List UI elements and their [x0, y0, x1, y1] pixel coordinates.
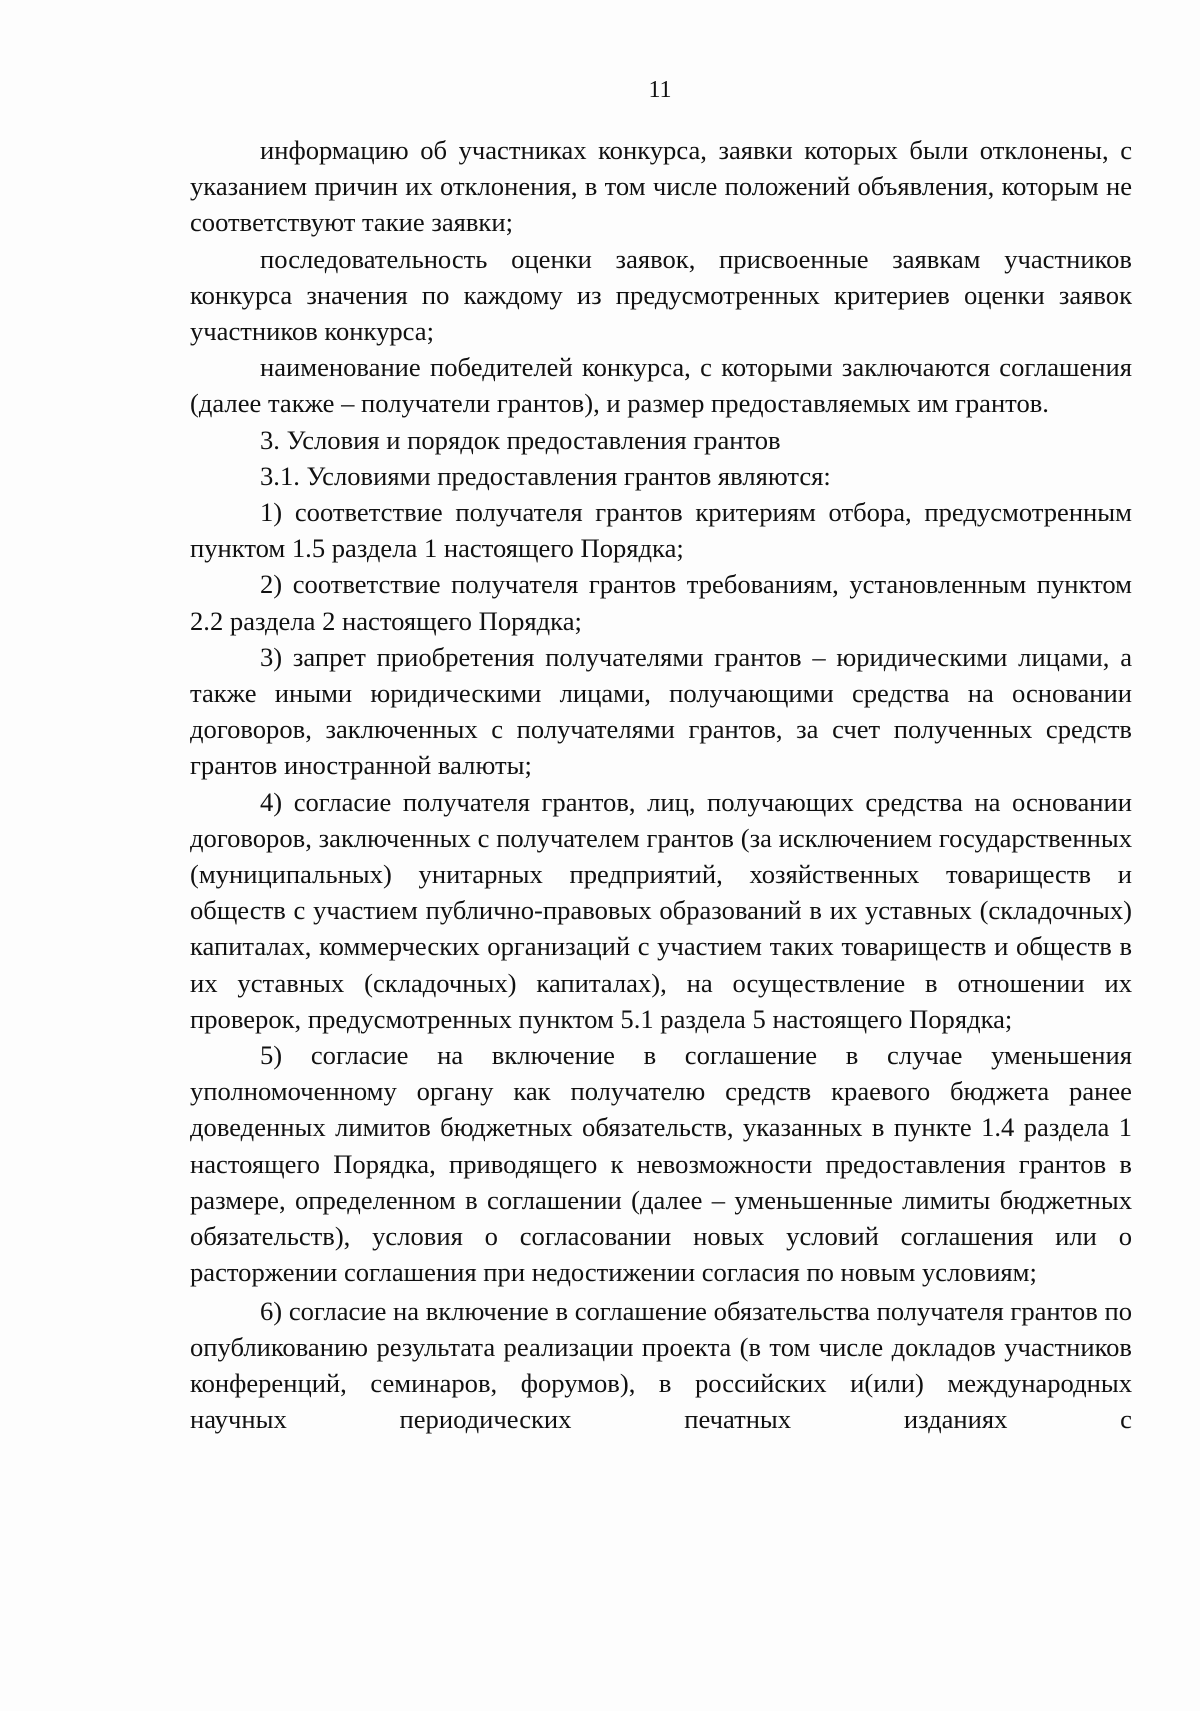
document-body [190, 132, 1132, 1437]
list-item-3: 3) запрет приобретения получателями грантов – юридическими лицами, а также иными юридическими лицами, получающими средства на основании договоров, заключенных с получателями грантов, за счет полученных средств грантов иностранной валюты; [190, 641, 1132, 781]
list-item-1: 1) соответствие получателя грантов критериям отбора, предусмотренным пунктом 1.5 раздела 1 настоящего Порядка; [190, 497, 1132, 564]
paragraph-rejected-participants: информацию об участниках конкурса, заявки которых были отклонены, с указанием причин их отклонения, в том числе положений объявления, которым не соответствуют такие заявки; [190, 135, 1132, 238]
page-number: 11 [648, 77, 672, 103]
section-intro: 3.1. Условиями предоставления грантов являются: [260, 460, 831, 491]
section-heading: 3. Условия и порядок предоставления грантов [260, 424, 781, 455]
list-item-2: 2) соответствие получателя грантов требованиям, установленным пунктом 2.2 раздела 2 настоящего Порядка; [190, 569, 1132, 636]
paragraph-evaluation-sequence: последовательность оценки заявок, присвоенные заявкам участников конкурса значения по каждому из предусмотренных критериев оценки заявок участников конкурса; [190, 243, 1132, 347]
list-item-4: 4) согласие получателя грантов, лиц, получающих средства на основании договоров, заключенных с получателем грантов (за исключением государственных (муниципальных) унитарных предприятий, хозяйственных товариществ и обществ с участием публично-правовых образований в их уставных (складочных) капиталах, коммерческих организаций с участием таких товариществ и обществ в их уставных (складочных) капиталах), на осуществление в отношении их проверок, предусмотренных пунктом 5.1 раздела 5 настоящего Порядка; [190, 786, 1132, 1034]
list-item-5: 5) согласие на включение в соглашение в случае уменьшения уполномоченному органу как получателю средств краевого бюджета ранее доведенных лимитов бюджетных обязательств, указанных в пункте 1.4 раздела 1 настоящего Порядка, приводящего к невозможности предоставления грантов в размере, определенном в соглашении (далее – уменьшенные лимиты бюджетных обязательств), условия о согласовании новых условий соглашения или о расторжении соглашения при недостижении согласия по новым условиям; [190, 1040, 1132, 1288]
list-item-6: 6) согласие на включение в соглашение обязательства получателя грантов по опубликованию результата реализации проекта (в том числе докладов участников конференций, семинаров, форумов), в российских и(или) международных научных периодических печатных изданиях с [190, 1295, 1132, 1435]
paragraph-winners: наименование победителей конкурса, с которыми заключаются соглашения (далее также – получатели грантов), и размер предоставляемых им грантов. [190, 352, 1132, 419]
